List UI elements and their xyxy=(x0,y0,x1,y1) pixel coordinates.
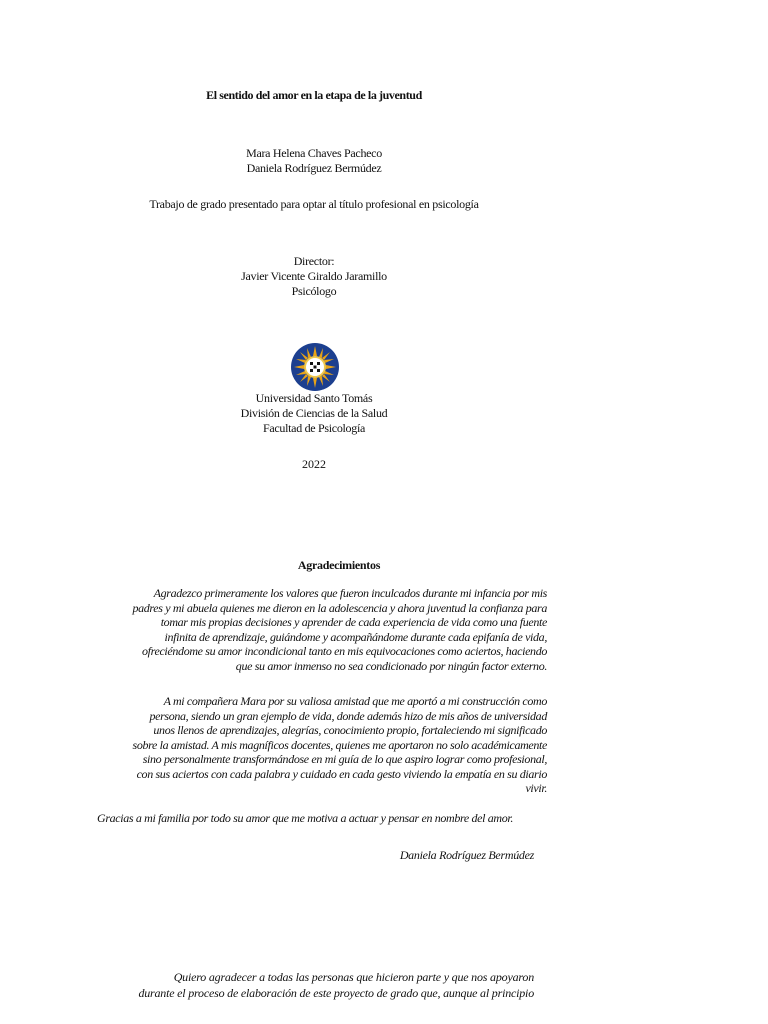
ack-p2-line: unos llenos de aprendizajes, alegrías, conocimiento propio, fortaleciendo mi significado xyxy=(153,723,547,737)
ack-p1-line: Agradezco primeramente los valores que fueron inculcados durante mi infancia por mis xyxy=(153,586,547,600)
ack-p2-line: persona, siendo un gran ejemplo de vida, donde además hizo de mis años de universidad xyxy=(149,708,547,723)
publication-year: 2022 xyxy=(302,457,326,471)
ack-p1-line: infinita de aprendizaje, guiándome y acompañándome durante cada epifanía de vida, xyxy=(164,629,547,644)
ack-p1-line: padres y mi abuela quienes me dieron en la adolescencia y ahora juventud la confianza para xyxy=(132,600,547,615)
author-2: Daniela Rodríguez Bermúdez xyxy=(246,161,382,175)
ack-p2-line: con sus aciertos con cada palabra y cuidado en cada gesto viviendo la empatía en su diario xyxy=(136,766,547,781)
division-name: División de Ciencias de la Salud xyxy=(240,406,388,420)
author-1: Mara Helena Chaves Pacheco xyxy=(246,146,382,160)
ack-p4-line: Quiero agradecer a todas las personas que hicieron parte y que nos apoyaron xyxy=(173,970,534,984)
ack-p4-line: durante el proceso de elaboración de este proyecto de grado que, aunque al principio xyxy=(138,986,534,1000)
ack-paragraph-1 xyxy=(97,586,547,673)
ack-p2-line: vivir. xyxy=(525,781,547,795)
authors xyxy=(0,146,628,176)
ack-paragraph-2 xyxy=(97,694,547,796)
ack-paragraph-3: Gracias a mi familia por todo su amor que me motiva a actuar y pensar en nombre del amor. xyxy=(97,811,514,825)
ack-p2-line: sobre la amistad. A mis magníficos docentes, quienes me aportaron no solo académicamente xyxy=(132,737,547,752)
ack-paragraph-4 xyxy=(110,969,534,1001)
acknowledgements-heading: Agradecimientos xyxy=(297,558,381,572)
director-name: Javier Vicente Giraldo Jaramillo xyxy=(241,269,387,283)
faculty-name: Facultad de Psicología xyxy=(262,421,366,435)
institution-block xyxy=(0,391,628,436)
ack-p1-line: tomar mis propias decisiones y aprender de cada experiencia de vida como una fuente xyxy=(160,615,547,629)
signature-name: Daniela Rodríguez Bermúdez xyxy=(399,848,534,862)
university-name: Universidad Santo Tomás xyxy=(255,391,373,405)
director-block xyxy=(0,254,628,299)
document-title: El sentido del amor en la etapa de la juventud xyxy=(206,88,422,102)
ack-p2-line: A mi compañera Mara por su valiosa amistad que me aportó a mi construcción como xyxy=(163,694,547,708)
ack-p1-line: que su amor inmenso no sea condicionado por ningún factor externo. xyxy=(235,658,547,673)
ack-p2-line: sino personalmente transformándose en mi guía de lo que aspiro lograr como profesional, xyxy=(142,752,547,766)
university-seal-icon xyxy=(290,342,340,392)
director-label: Director: xyxy=(293,254,335,268)
thesis-purpose: Trabajo de grado presentado para optar al título profesional en psicología xyxy=(149,197,479,211)
director-role: Psicólogo xyxy=(291,284,337,298)
ack-p1-line: ofreciéndome su amor incondicional tanto en mis equivocaciones como aciertos, haciendo xyxy=(141,644,547,658)
